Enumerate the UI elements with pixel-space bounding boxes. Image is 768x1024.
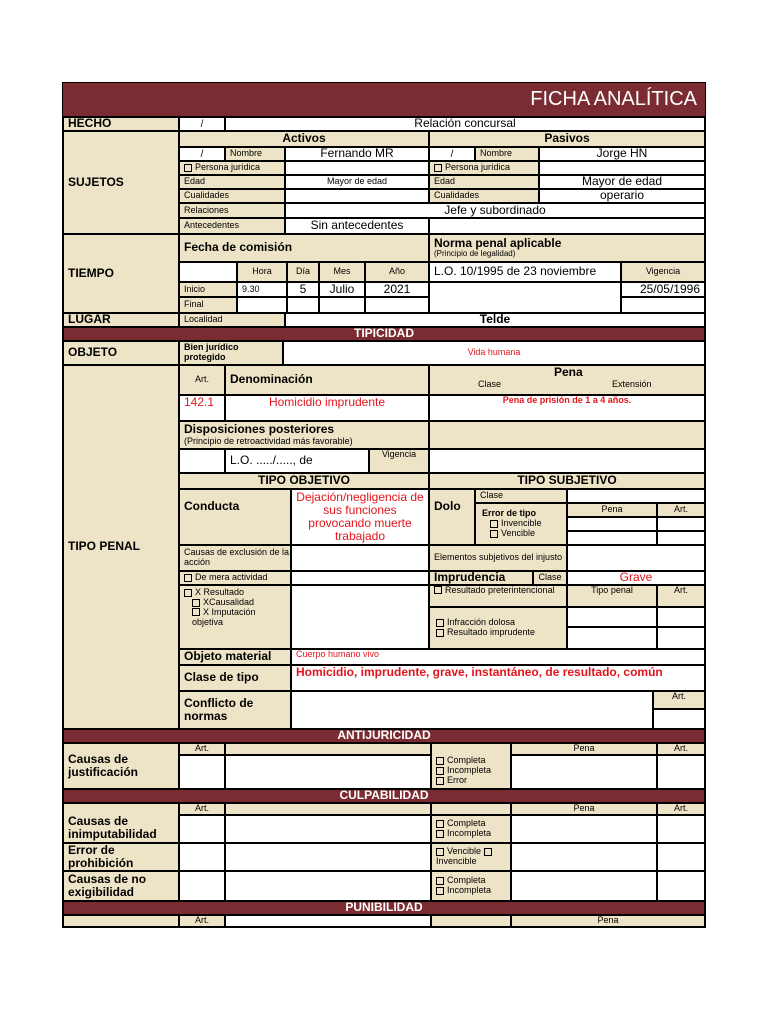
inicio-label: Inicio bbox=[179, 282, 237, 297]
pasivo-persona-juridica-value[interactable] bbox=[539, 161, 705, 175]
checkbox-icon[interactable] bbox=[184, 589, 192, 597]
imputacion-label: X Imputación objetiva bbox=[192, 606, 256, 627]
norma-value[interactable]: L.O. 10/1995 de 23 noviembre bbox=[429, 262, 621, 282]
disposiciones-header bbox=[179, 421, 429, 449]
noexig-options bbox=[431, 871, 511, 901]
culp-header-blank bbox=[225, 803, 431, 815]
checkbox-icon[interactable] bbox=[436, 830, 444, 838]
disposiciones-right bbox=[429, 421, 705, 449]
completa-label: Completa bbox=[447, 818, 486, 829]
activo-nombre-label: Nombre bbox=[225, 147, 285, 161]
hecho-label: HECHO bbox=[63, 117, 179, 131]
tiempo-label: TIEMPO bbox=[63, 234, 179, 313]
invencible-label: Invencible bbox=[436, 856, 477, 866]
antijuricidad-header: ANTIJURICIDAD bbox=[63, 729, 705, 743]
tipicidad-header: TIPICIDAD bbox=[63, 327, 705, 341]
punib-pena-label: Pena bbox=[511, 915, 705, 927]
noexig-art2[interactable] bbox=[657, 871, 705, 901]
disposiciones-label: Disposiciones posteriores bbox=[184, 422, 335, 437]
disp-art[interactable] bbox=[179, 449, 225, 473]
inicio-anio[interactable]: 2021 bbox=[365, 282, 429, 297]
mera-actividad-label: De mera actividad bbox=[195, 572, 268, 583]
pasivo-edad[interactable]: Mayor de edad bbox=[539, 175, 705, 189]
checkbox-icon[interactable] bbox=[436, 848, 444, 856]
persona-juridica-label: Persona jurídica bbox=[195, 162, 261, 173]
justificacion-pena[interactable] bbox=[511, 755, 657, 789]
pasivo-edad-label: Edad bbox=[429, 175, 539, 189]
conducta-label: Conducta bbox=[179, 489, 291, 545]
antecedentes-value[interactable]: Sin antecedentes bbox=[285, 218, 429, 234]
causalidad-label: XCausalidad bbox=[203, 596, 255, 607]
relaciones-label: Relaciones bbox=[179, 203, 285, 218]
errprohib-art[interactable] bbox=[179, 843, 225, 871]
checkbox-icon[interactable] bbox=[490, 520, 498, 528]
fecha-comision-label: Fecha de comisión bbox=[179, 234, 429, 262]
pasivos-header: Pasivos bbox=[429, 131, 705, 147]
denominacion-label: Denominación bbox=[225, 365, 429, 395]
resultado-imprudente-option[interactable] bbox=[436, 628, 535, 638]
incompleta-label: Incompleta bbox=[447, 885, 492, 895]
activo-cualidades-label: Cualidades bbox=[179, 189, 285, 203]
checkbox-icon[interactable] bbox=[184, 574, 192, 582]
error-option[interactable] bbox=[436, 776, 467, 786]
justificacion-pena-label: Pena bbox=[511, 743, 657, 755]
final-label: Final bbox=[179, 297, 237, 313]
imprudencia-art-2[interactable] bbox=[657, 627, 705, 649]
pena-label: Pena bbox=[554, 365, 583, 379]
errprohib-value[interactable] bbox=[225, 843, 431, 871]
incompleta-option[interactable] bbox=[436, 886, 491, 896]
noexig-pena[interactable] bbox=[511, 871, 657, 901]
dolo-label: Dolo bbox=[429, 489, 475, 545]
dia-label: Día bbox=[287, 262, 319, 282]
disp-lo[interactable]: L.O. ...../....., de bbox=[225, 449, 369, 473]
activo-edad-label: Edad bbox=[179, 175, 285, 189]
errprohib-art2[interactable] bbox=[657, 843, 705, 871]
inimputabilidad-label: Causas de inimputabilidad bbox=[63, 803, 179, 843]
conflicto-label: Conflicto de normas bbox=[179, 691, 291, 729]
hora-label: Hora bbox=[237, 262, 287, 282]
imprudencia-pena-2[interactable] bbox=[567, 627, 657, 649]
dolo-pena-2[interactable] bbox=[567, 531, 657, 545]
relaciones-value[interactable]: Jefe y subordinado bbox=[285, 203, 705, 218]
pasivo-cualidades-label: Cualidades bbox=[429, 189, 539, 203]
inimp-options bbox=[431, 815, 511, 843]
checkbox-icon[interactable] bbox=[192, 599, 200, 607]
objeto-label: OBJETO bbox=[63, 341, 179, 365]
resultado-group bbox=[179, 585, 291, 649]
denominacion-value[interactable]: Homicidio imprudente bbox=[225, 395, 429, 421]
activo-cualidades[interactable] bbox=[285, 189, 429, 203]
dolo-art-1[interactable] bbox=[657, 517, 705, 531]
checkbox-icon[interactable] bbox=[490, 530, 498, 538]
sujetos-label: SUJETOS bbox=[63, 131, 179, 234]
mera-actividad-value[interactable] bbox=[291, 571, 429, 585]
punib-options bbox=[431, 915, 511, 927]
tipo-objetivo-header: TIPO OBJETIVO bbox=[179, 473, 429, 489]
completa-label: Completa bbox=[447, 875, 486, 886]
antecedentes-label: Antecedentes bbox=[179, 218, 285, 234]
inimp-value[interactable] bbox=[225, 815, 431, 843]
anio-label: Año bbox=[365, 262, 429, 282]
dolo-art-label: Art. bbox=[657, 503, 705, 517]
checkbox-icon[interactable] bbox=[436, 629, 444, 637]
punib-art-label: Art. bbox=[179, 915, 225, 927]
incompleta-label: Incompleta bbox=[447, 828, 492, 838]
vencible-option[interactable] bbox=[482, 529, 535, 539]
final-hora[interactable] bbox=[237, 297, 287, 313]
norma-vigencia[interactable]: 25/05/1996 bbox=[621, 282, 705, 297]
conflicto-art-value[interactable] bbox=[653, 709, 705, 729]
resultado-preter-option[interactable] bbox=[429, 585, 567, 607]
norma-sub: (Principio de legalidad) bbox=[434, 249, 516, 259]
norma-penal-header bbox=[429, 234, 705, 262]
dolo-art-2[interactable] bbox=[657, 531, 705, 545]
conflicto-art-label: Art. bbox=[653, 691, 705, 709]
elementos-subjetivos-label: Elementos subjetivos del injusto bbox=[429, 545, 567, 571]
error-prohibicion-label: Error de prohibición bbox=[63, 843, 179, 871]
dolo-pena-1[interactable] bbox=[567, 517, 657, 531]
imprudencia-clase-label: Clase bbox=[533, 571, 567, 585]
vencible-label: Vencible bbox=[501, 527, 536, 538]
resultado-preter-label: Resultado preterintencional bbox=[445, 585, 555, 595]
imprudencia-art-label: Art. bbox=[657, 585, 705, 607]
disposiciones-sub: (Principio de retroactividad más favorable) bbox=[184, 435, 353, 446]
disp-vigencia-label: Vigencia bbox=[369, 449, 429, 473]
norma-label: Norma penal aplicable bbox=[434, 236, 562, 250]
activo-nombre[interactable]: Fernando MR bbox=[285, 147, 429, 161]
pasivo-slash[interactable]: / bbox=[429, 147, 475, 161]
justificacion-header-blank bbox=[225, 743, 431, 755]
imprudencia-art-1[interactable] bbox=[657, 607, 705, 627]
norma-vigencia-label: Vigencia bbox=[621, 262, 705, 282]
checkbox-icon[interactable] bbox=[434, 164, 442, 172]
checkbox-icon[interactable] bbox=[436, 777, 444, 785]
justificacion-value[interactable] bbox=[225, 755, 431, 789]
pasivo-persona-juridica[interactable] bbox=[429, 161, 539, 175]
dolo-clase-value[interactable] bbox=[567, 489, 705, 503]
conducta-value[interactable]: Dejación/negligencia de sus funciones provocando muerte trabajado bbox=[291, 489, 429, 545]
mes-label: Mes bbox=[319, 262, 365, 282]
objeto-material-label: Objeto material bbox=[179, 649, 291, 665]
activos-header: Activos bbox=[179, 131, 429, 147]
bien-juridico-label: Bien jurídico protegido bbox=[179, 341, 283, 365]
localidad-label: Localidad bbox=[179, 313, 285, 327]
pasivo-nombre-label: Nombre bbox=[475, 147, 539, 161]
tiempo-corner bbox=[179, 262, 237, 282]
inimp-pena[interactable] bbox=[511, 815, 657, 843]
imprudencia-clase-value[interactable]: Grave bbox=[567, 571, 705, 585]
causas-exclusion-value[interactable] bbox=[291, 545, 429, 571]
mera-actividad-option[interactable] bbox=[179, 571, 291, 585]
checkbox-icon[interactable] bbox=[192, 608, 200, 616]
incompleta-option[interactable] bbox=[436, 829, 491, 839]
persona-juridica-label: Persona jurídica bbox=[445, 162, 511, 173]
infraccion-group bbox=[429, 607, 567, 649]
pena-value[interactable]: Pena de prisión de 1 a 4 años. bbox=[429, 395, 705, 421]
extension-label: Extensión bbox=[612, 379, 652, 389]
causas-exclusion-label: Causas de exclusión de la acción bbox=[179, 545, 291, 571]
antecedentes-pasivo[interactable] bbox=[429, 218, 705, 234]
clase-label: Clase bbox=[478, 379, 502, 389]
hecho-slash[interactable]: / bbox=[179, 117, 225, 131]
resultado-imprudente-label: Resultado imprudente bbox=[447, 627, 536, 637]
incompleta-label: Incompleta bbox=[447, 765, 492, 776]
punibilidad-blank bbox=[63, 915, 179, 927]
checkbox-icon[interactable] bbox=[436, 757, 444, 765]
culp-art-label: Art. bbox=[179, 803, 225, 815]
resultado-label: X Resultado bbox=[195, 587, 245, 597]
inimp-art[interactable] bbox=[179, 815, 225, 843]
disp-value[interactable] bbox=[429, 449, 705, 473]
checkbox-icon[interactable] bbox=[436, 619, 444, 627]
culp-art2-label: Art. bbox=[657, 803, 705, 815]
justificacion-art2[interactable] bbox=[657, 755, 705, 789]
final-anio[interactable] bbox=[365, 297, 429, 313]
tipo-penal-label: TIPO PENAL bbox=[63, 365, 179, 729]
art-label: Art. bbox=[179, 365, 225, 395]
culp-pena-label: Pena bbox=[511, 803, 657, 815]
punib-value[interactable] bbox=[225, 915, 431, 927]
error-label: Error bbox=[447, 774, 467, 785]
checkbox-icon[interactable] bbox=[184, 164, 192, 172]
checkbox-icon[interactable] bbox=[436, 877, 444, 885]
error-tipo-label: Error de tipo bbox=[482, 508, 537, 519]
final-mes[interactable] bbox=[319, 297, 365, 313]
justificacion-art2-label: Art. bbox=[657, 743, 705, 755]
tipo-penal-small-label: Tipo penal bbox=[567, 585, 657, 607]
error-tipo-group bbox=[475, 503, 567, 545]
form-title: FICHA ANALÍTICA bbox=[63, 83, 705, 117]
infraccion-dolosa-label: Infracción dolosa bbox=[447, 617, 516, 628]
bien-juridico-value[interactable]: Vida humana bbox=[283, 341, 705, 365]
checkbox-icon[interactable] bbox=[484, 848, 492, 856]
inimp-art2[interactable] bbox=[657, 815, 705, 843]
conflicto-value[interactable] bbox=[291, 691, 653, 729]
checkbox-icon[interactable] bbox=[436, 820, 444, 828]
noexig-value[interactable] bbox=[225, 871, 431, 901]
punibilidad-header: PUNIBILIDAD bbox=[63, 901, 705, 915]
clase-tipo-label: Clase de tipo bbox=[179, 665, 291, 691]
localidad-value[interactable]: Telde bbox=[285, 313, 705, 327]
inicio-dia[interactable]: 5 bbox=[287, 282, 319, 297]
justificacion-label: Causas de justificación bbox=[63, 743, 179, 789]
imprudencia-pena-1[interactable] bbox=[567, 607, 657, 627]
imprudencia-label: Imprudencia bbox=[429, 571, 533, 585]
activo-slash[interactable]: / bbox=[179, 147, 225, 161]
invencible-label: Invencible bbox=[501, 518, 542, 529]
activo-persona-juridica[interactable] bbox=[179, 161, 285, 175]
justificacion-art-label: Art. bbox=[179, 743, 225, 755]
dolo-clase-label: Clase bbox=[475, 489, 567, 503]
culpabilidad-header: CULPABILIDAD bbox=[63, 789, 705, 803]
dolo-pena-label: Pena bbox=[567, 503, 657, 517]
checkbox-icon[interactable] bbox=[436, 887, 444, 895]
art-value[interactable]: 142.1 bbox=[179, 395, 225, 421]
hecho-value[interactable]: Relación concursal bbox=[225, 117, 705, 131]
lugar-label: LUGAR bbox=[63, 313, 179, 327]
final-dia[interactable] bbox=[287, 297, 319, 313]
imputacion-option[interactable] bbox=[184, 608, 282, 628]
resultado-value[interactable] bbox=[291, 585, 429, 649]
clase-tipo-value[interactable]: Homicidio, imprudente, grave, instantáneo, de resultado, común bbox=[291, 665, 705, 691]
elementos-subjetivos-value[interactable] bbox=[567, 545, 705, 571]
activo-persona-juridica-value[interactable] bbox=[285, 161, 429, 175]
ficha-form bbox=[62, 82, 706, 928]
checkbox-icon[interactable] bbox=[436, 767, 444, 775]
completa-label: Completa bbox=[447, 755, 486, 766]
norma-extra[interactable] bbox=[429, 282, 621, 313]
pena-header bbox=[429, 365, 705, 395]
inicio-hora[interactable]: 9.30 bbox=[237, 282, 287, 297]
inicio-mes[interactable]: Julio bbox=[319, 282, 365, 297]
pasivo-cualidades[interactable]: operario bbox=[539, 189, 705, 203]
activo-edad[interactable]: Mayor de edad bbox=[285, 175, 429, 189]
norma-vigencia-extra[interactable] bbox=[621, 297, 705, 313]
culp-options-header bbox=[431, 803, 511, 815]
checkbox-icon[interactable] bbox=[434, 586, 442, 594]
errprohib-pena[interactable] bbox=[511, 843, 657, 871]
pasivo-nombre[interactable]: Jorge HN bbox=[539, 147, 705, 161]
vencible-label: Vencible bbox=[447, 846, 482, 857]
justificacion-art[interactable] bbox=[179, 755, 225, 789]
no-exigibilidad-label: Causas de no exigibilidad bbox=[63, 871, 179, 901]
justificacion-options bbox=[431, 743, 511, 789]
objeto-material-value[interactable]: Cuerpo humano vivo bbox=[291, 649, 705, 665]
errprohib-options bbox=[431, 843, 511, 871]
tipo-subjetivo-header: TIPO SUBJETIVO bbox=[429, 473, 705, 489]
noexig-art[interactable] bbox=[179, 871, 225, 901]
